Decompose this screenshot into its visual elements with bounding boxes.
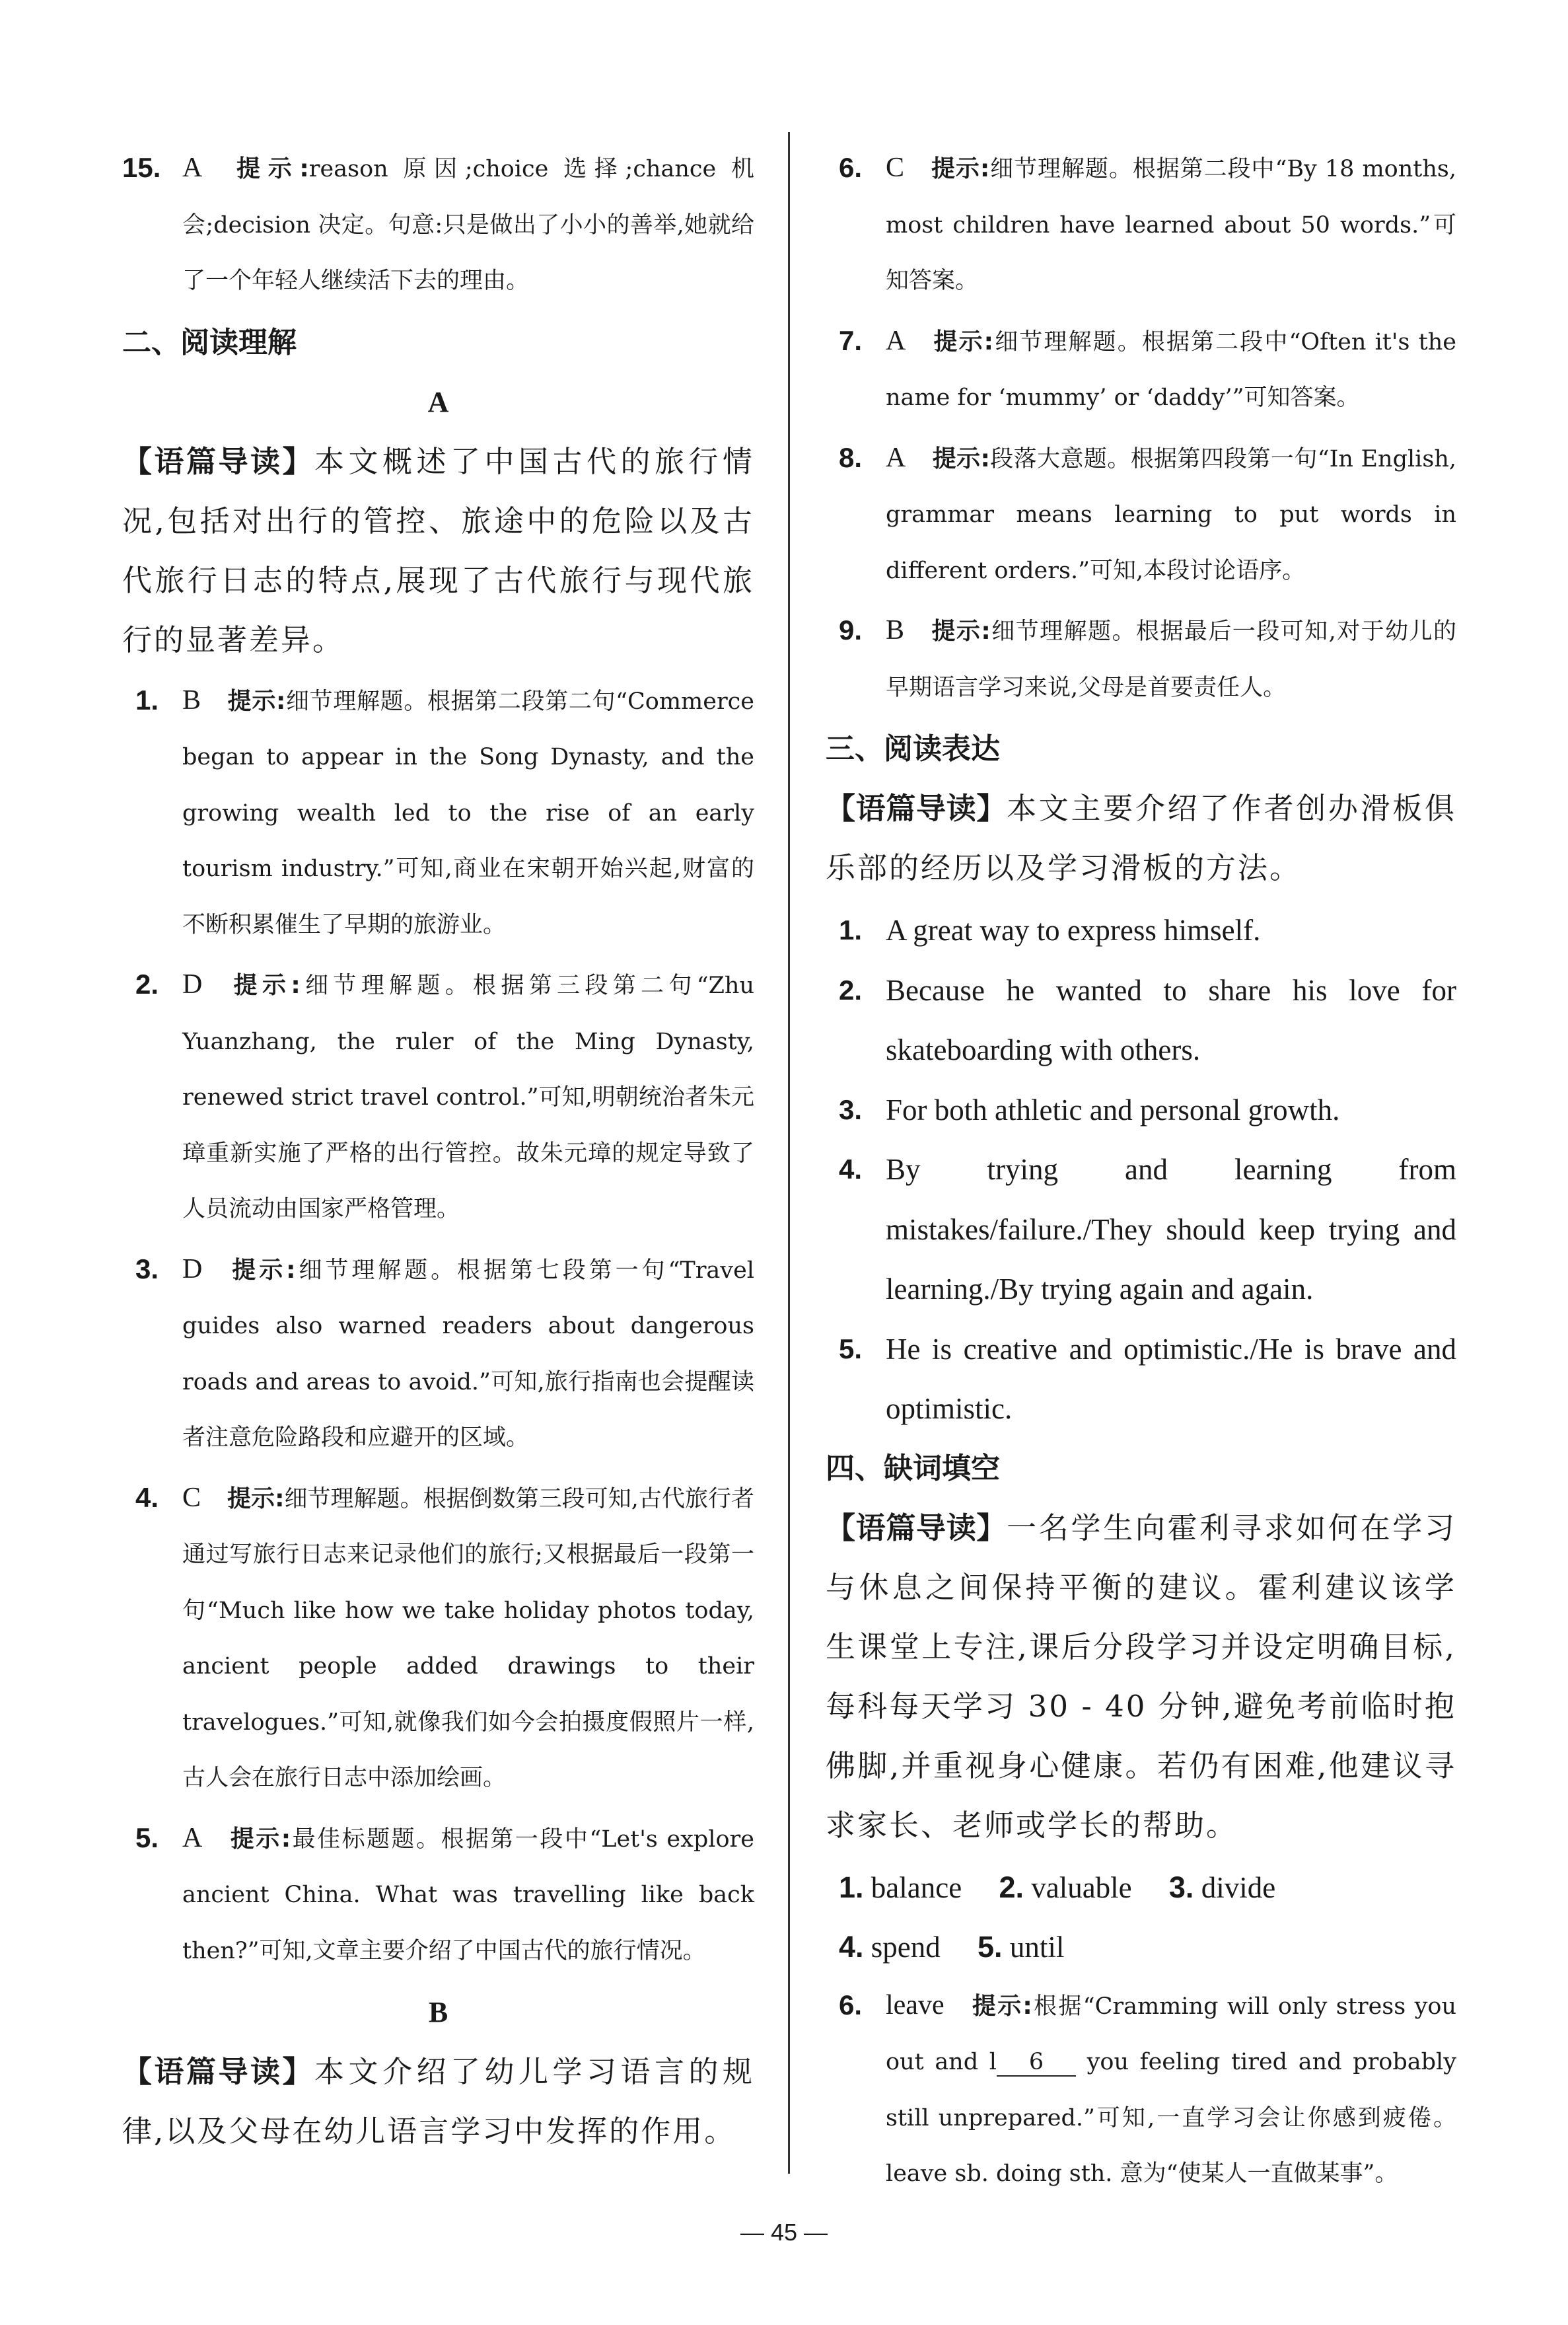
hint-text: reason 原因;choice 选择;chance 机会;decision 决定。句意:只是做出了小小的善举,她就给了一个年轻人继续活下去的理由。 xyxy=(182,156,755,294)
item-answer: B xyxy=(886,615,905,646)
answer-item xyxy=(826,430,1456,599)
passage-guide-4 xyxy=(826,1498,1456,1855)
left-column xyxy=(122,140,754,2164)
item-answer: leave xyxy=(886,1989,944,2020)
answer-text: Because he wanted to share his love for skateboarding with others. xyxy=(886,973,1456,1066)
expression-answer xyxy=(826,1140,1456,1319)
item-number: 4. xyxy=(839,1154,863,1185)
expression-answer xyxy=(826,1319,1456,1439)
answer-text: divide xyxy=(1201,1870,1276,1904)
answer-text: He is creative and optimistic./He is brave and optimistic. xyxy=(886,1332,1456,1425)
item-answer: D xyxy=(182,1253,203,1284)
item-number: 9. xyxy=(839,614,863,646)
item-answer: C xyxy=(182,1482,201,1513)
guide-text: 本文主要介绍了作者创办滑板俱乐部的经历以及学习滑板的方法。 xyxy=(826,791,1456,885)
answer-item xyxy=(826,603,1456,716)
answer-number: 1. xyxy=(839,1870,864,1904)
blank-6: 6 xyxy=(997,2049,1076,2077)
answer-item xyxy=(826,1977,1456,2202)
expression-answer xyxy=(826,1080,1456,1140)
section-heading-expression: 三、阅读表达 xyxy=(826,732,1000,766)
item-number: 6. xyxy=(839,152,863,183)
section-heading-cloze: 四、缺词填空 xyxy=(826,1451,1000,1485)
item-number: 2. xyxy=(135,969,159,1000)
answer-text: until xyxy=(1009,1931,1065,1964)
item-number: 8. xyxy=(839,441,863,473)
hint-label: 提示: xyxy=(227,687,286,715)
hint-text: 段落大意题。根据第四段第一句“In English, grammar means learning to put words in different orders.”可知,本段讨论语序。 xyxy=(886,445,1456,584)
item-answer: D xyxy=(182,969,203,1000)
item-answer: A xyxy=(182,1822,203,1853)
item-number: 1. xyxy=(135,684,159,716)
item-number: 3. xyxy=(135,1253,159,1284)
guide-text: 本文概述了中国古代的旅行情况,包括对出行的管控、旅途中的危险以及古代旅行日志的特点,展现了古代旅行与现代旅行的显著差异。 xyxy=(122,443,754,657)
hint-text: 细节理解题。根据第三段第二句“Zhu Yuanzhang, the ruler of the Ming Dynasty, renewed strict travel control.”可知,明朝统治者朱元璋重新实施了严格的出行管控。故朱元璋的规定导致了人员流动由国家严格管理。 xyxy=(182,973,754,1222)
right-column xyxy=(826,140,1456,2206)
item-number: 2. xyxy=(839,974,863,1006)
item-number: 6. xyxy=(839,1989,863,2020)
hint-label: 提示: xyxy=(229,155,309,182)
answer-text: For both athletic and personal growth. xyxy=(886,1093,1340,1126)
item-number: 7. xyxy=(839,324,863,356)
page-number: — 45 — xyxy=(740,2219,828,2246)
hint-label: 提示: xyxy=(931,155,990,182)
hint-text: 细节理解题。根据第二段中“Often it's the name for ‘mummy’ or ‘daddy’”可知答案。 xyxy=(886,328,1456,411)
item-answer: A xyxy=(886,325,906,356)
cloze-answers-row-2 xyxy=(826,1917,1456,1977)
hint-label: 提示: xyxy=(229,972,301,999)
passage-guide-b xyxy=(122,2042,754,2161)
part-b-title: B xyxy=(428,1996,448,2028)
hint-label: 提示: xyxy=(932,445,990,472)
hint-text: 细节理解题。根据第二段中“By 18 months, most children have learned about 50 words.”可知答案。 xyxy=(886,156,1456,294)
section-heading-reading: 二、阅读理解 xyxy=(122,325,297,359)
answer-number: 5. xyxy=(978,1930,1003,1964)
hint-text: 细节理解题。根据第七段第一句“Travel guides also warned readers about dangerous roads and areas to avoid.”可知,旅行指南也会提醒读者注意危险路段和应避开的区域。 xyxy=(182,1257,754,1451)
answer-item xyxy=(122,673,754,953)
hint-text: 细节理解题。根据第二段第二句“Commerce began to appear in the Song Dynasty, and the growing wealth led to the rise of an early tourism industry.”可知,商业在宋朝开始兴起,财富的不断积累催生了早期的旅游业。 xyxy=(182,688,754,938)
passage-guide-a xyxy=(122,432,754,670)
item-answer: A xyxy=(886,442,906,473)
passage-guide-3 xyxy=(826,779,1456,898)
answer-number: 2. xyxy=(999,1870,1024,1904)
guide-label: 【语篇导读】 xyxy=(122,2054,314,2089)
expression-answer xyxy=(826,961,1456,1080)
answer-item xyxy=(122,1241,754,1466)
answer-text: valuable xyxy=(1031,1870,1132,1904)
answer-item xyxy=(122,1470,754,1806)
item-number: 4. xyxy=(135,1481,159,1513)
answer-item xyxy=(122,1810,754,1979)
guide-text: 一名学生向霍利寻求如何在学习与休息之间保持平衡的建议。霍利建议该学生课堂上专注,课后分段学习并设定明确目标,每科每天学习 30 - 40 分钟,避免考前临时抱佛脚,并重视身心健康。若仍有困难,他建议寻求家长、老师或学长的帮助。 xyxy=(826,1510,1456,1843)
hint-text: 细节理解题。根据倒数第三段可知,古代旅行者通过写旅行日志来记录他们的旅行;又根据最后一段第一句“Much like how we take holiday photos today, ancient people added drawings to their travelogues.”可知,就像我们如今会拍摄度假照片一样,古人会在旅行日志中添加绘画。 xyxy=(182,1485,754,1791)
expression-answer xyxy=(826,901,1456,961)
answer-text: spend xyxy=(871,1931,941,1964)
item-number: 3. xyxy=(839,1093,863,1125)
hint-text: 根据“Cramming will only stress you out and l xyxy=(886,1993,1456,2075)
hint-label: 提示: xyxy=(229,1256,296,1284)
item-answer: B xyxy=(182,684,201,716)
hint-label: 提示: xyxy=(931,618,991,645)
answer-number: 4. xyxy=(839,1930,864,1964)
guide-text: 本文介绍了幼儿学习语言的规律,以及父母在幼儿语言学习中发挥的作用。 xyxy=(122,2054,754,2149)
column-divider xyxy=(788,132,790,2174)
item-number: 5. xyxy=(135,1822,159,1853)
cloze-answers-row-1 xyxy=(826,1858,1456,1918)
item-answer: C xyxy=(886,153,905,183)
guide-label: 【语篇导读】 xyxy=(122,443,314,479)
answer-item xyxy=(122,140,754,309)
item-number: 15. xyxy=(122,152,161,183)
item-number: 5. xyxy=(839,1333,863,1364)
answer-item xyxy=(122,957,754,1237)
hint-label: 提示: xyxy=(227,1485,285,1512)
part-a-title: A xyxy=(427,385,449,418)
answer-item xyxy=(826,140,1456,309)
answer-number: 3. xyxy=(1168,1870,1194,1904)
hint-text: 细节理解题。根据最后一段可知,对于幼儿的早期语言学习来说,父母是首要责任人。 xyxy=(886,618,1456,701)
item-answer: A xyxy=(182,153,203,183)
answer-text: balance xyxy=(871,1870,962,1904)
item-number: 1. xyxy=(839,914,863,945)
hint-text: you feeling tired and probably still unprepared.”可知,一直学习会让你感到疲倦。leave sb. doing sth. 意为“使某人一直做某事”。 xyxy=(886,2049,1457,2187)
guide-label: 【语篇导读】 xyxy=(826,1510,1007,1545)
hint-label: 提示: xyxy=(970,1992,1032,2020)
hint-text: 最佳标题题。根据第一段中“Let's explore ancient China. What was travelling like back then?”可知,文章主要介绍了中国古代的旅行情况。 xyxy=(182,1826,754,1964)
answer-text: A great way to express himself. xyxy=(886,914,1261,947)
hint-label: 提示: xyxy=(932,328,994,355)
guide-label: 【语篇导读】 xyxy=(826,791,1007,826)
answer-text: By trying and learning from mistakes/failure./They should keep trying and learning./By trying again and again. xyxy=(886,1153,1456,1306)
answer-item xyxy=(826,313,1456,426)
hint-label: 提示: xyxy=(229,1825,291,1853)
